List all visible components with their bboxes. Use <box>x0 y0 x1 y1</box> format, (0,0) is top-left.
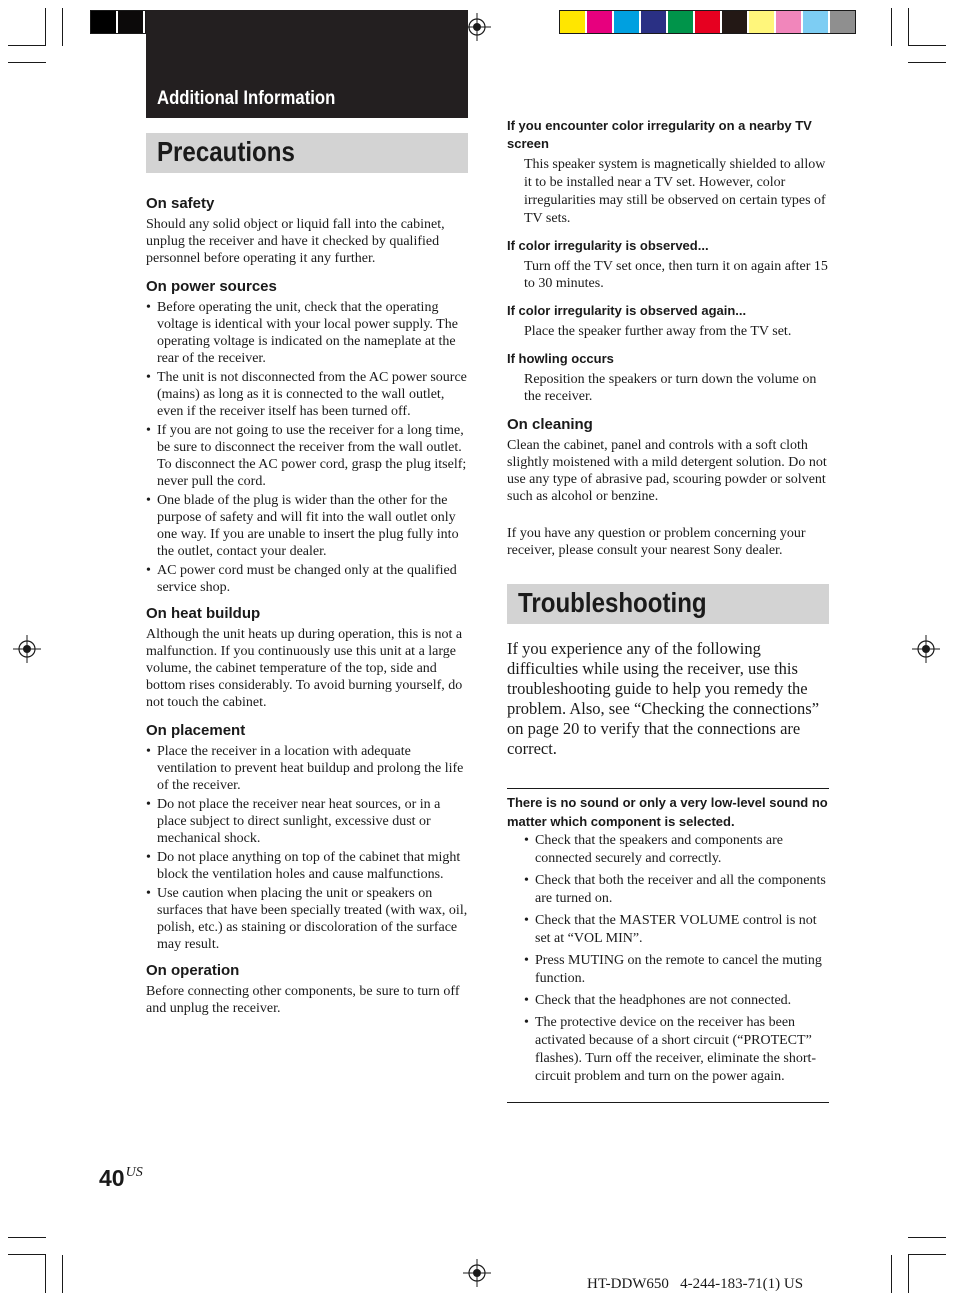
safety-text: Should any solid object or liquid fall into the cabinet, unplug the receiver and have it checked by qualified personnel before operating it any further. <box>146 217 445 266</box>
color-swatch <box>118 11 143 33</box>
crop-mark <box>8 1237 46 1238</box>
observed-again-text: Place the speaker further away from the TV set. <box>524 324 792 339</box>
problem-remedy-list <box>507 832 829 1086</box>
list-item: • Press MUTING on the remote to cancel the muting function. <box>507 952 829 988</box>
problem-block <box>507 793 829 1090</box>
list-item: • The protective device on the receiver has been activated because of a short circuit (“PROTECT” flashes). Turn off the receiver, eliminate the short-circuit problem and turn on the power again. <box>507 1014 829 1086</box>
list-item: • One blade of the plug is wider than the other for the purpose of safety and will fit into the wall outlet only one way. If you are unable to insert the plug fully into the outlet, contact your dealer. <box>146 492 468 560</box>
question-text: If you have any question or problem concerning your receiver, please consult your nearest Sony dealer. <box>507 526 806 558</box>
howling-text: Reposition the speakers or turn down the volume on the receiver. <box>524 372 817 404</box>
color-swatch <box>668 11 693 33</box>
troubleshooting-intro: If you experience any of the following difficulties while using the receiver, use this troubleshooting guide to help you remedy the problem. Also, see “Checking the connections” on page 20 to verify that the connections are correct. <box>507 639 820 758</box>
crop-mark <box>908 1255 909 1293</box>
precautions-right-column <box>507 117 829 559</box>
crop-mark <box>45 1255 46 1293</box>
list-item: • Use caution when placing the unit or speakers on surfaces that have been specially treated (with wax, oil, polish, etc.) as staining or discoloration of the surface may result. <box>146 885 468 953</box>
troubleshooting-title-bar <box>507 584 829 624</box>
color-swatch <box>803 11 828 33</box>
problem-heading: There is no sound or only a very low-level sound no matter which component is selected. <box>507 795 828 829</box>
color-swatch <box>560 11 585 33</box>
list-item: • Check that the headphones are not connected. <box>507 992 829 1010</box>
crop-mark <box>8 45 46 46</box>
observed-text: Turn off the TV set once, then turn it on again after 15 to 30 minutes. <box>524 259 828 291</box>
crop-mark <box>891 8 892 46</box>
page-number-suffix: US <box>125 1165 143 1180</box>
section-title: Additional Information <box>157 88 336 109</box>
registration-mark-icon <box>463 1259 491 1287</box>
process-color-bar <box>559 10 856 34</box>
color-swatch <box>722 11 747 33</box>
crop-mark <box>8 62 46 63</box>
problem-top-rule <box>507 788 829 789</box>
operation-heading: On operation <box>146 962 240 979</box>
crop-mark <box>62 1255 63 1293</box>
crop-mark <box>908 1254 946 1255</box>
color-swatch <box>91 11 116 33</box>
list-item: • Do not place anything on top of the cabinet that might block the ventilation holes and cause malfunctions. <box>146 849 468 883</box>
color-swatch <box>830 11 855 33</box>
color-swatch <box>614 11 639 33</box>
color-swatch <box>749 11 774 33</box>
placement-heading: On placement <box>146 722 246 739</box>
list-item: • Check that both the receiver and all the components are turned on. <box>507 872 829 908</box>
registration-mark-icon <box>13 635 41 663</box>
list-item: • Before operating the unit, check that the operating voltage is identical with your local power supply. The operating voltage is indicated on the nameplate at the rear of the receiver. <box>146 299 468 367</box>
list-item: • If you are not going to use the receiver for a long time, be sure to disconnect the receiver from the wall outlet. To disconnect the AC power cord, grasp the plug itself; never pull the cord. <box>146 422 468 490</box>
page-number-value: 40 <box>99 1165 125 1191</box>
list-item: • Place the receiver in a location with adequate ventilation to prevent heat buildup and prolong the life of the receiver. <box>146 743 468 794</box>
crop-mark <box>62 8 63 46</box>
safety-heading: On safety <box>146 195 215 212</box>
precautions-title: Precautions <box>157 136 295 167</box>
color-swatch <box>587 11 612 33</box>
crop-mark <box>908 8 909 46</box>
howling-heading: If howling occurs <box>507 351 614 366</box>
cleaning-text: Clean the cabinet, panel and controls with a soft cloth slightly moistened with a mild detergent solution. Do not use any type of abrasive pad, scouring powder or solvent such as alcohol or benzine. <box>507 438 827 504</box>
model-code: HT-DDW650 4-244-183-71(1) US <box>587 1276 804 1292</box>
color-irregularity-heading: If you encounter color irregularity on a nearby TV screen <box>507 118 812 151</box>
crop-mark <box>45 8 46 46</box>
registration-mark-icon <box>912 635 940 663</box>
precautions-title-bar <box>146 133 468 173</box>
troubleshooting-section <box>507 639 829 759</box>
list-item: • Check that the MASTER VOLUME control is not set at “VOL MIN”. <box>507 912 829 948</box>
page-number <box>99 1165 143 1192</box>
precautions-left-column <box>146 195 468 1017</box>
crop-mark <box>908 62 946 63</box>
crop-mark <box>891 1255 892 1293</box>
crop-mark <box>8 1254 46 1255</box>
color-swatch <box>641 11 666 33</box>
power-list <box>146 299 468 596</box>
crop-mark <box>908 45 946 46</box>
color-swatch <box>695 11 720 33</box>
color-irregularity-text: This speaker system is magnetically shielded to allow it to be installed near a TV set. However, color irregularities may still be observed on certain types of TV sets. <box>524 157 826 226</box>
section-header-band <box>146 10 468 118</box>
operation-text: Before connecting other components, be sure to turn off and unplug the receiver. <box>146 984 460 1016</box>
problem-bottom-rule <box>507 1102 829 1103</box>
heat-heading: On heat buildup <box>146 605 261 622</box>
color-swatch <box>776 11 801 33</box>
list-item: • AC power cord must be changed only at the qualified service shop. <box>146 562 468 596</box>
power-heading: On power sources <box>146 278 277 295</box>
cleaning-heading: On cleaning <box>507 416 593 433</box>
heat-text: Although the unit heats up during operation, this is not a malfunction. If you continuously use this unit at a large volume, the cabinet temperature of the top, side and bottom rises considerably. To avoid burning yourself, do not touch the cabinet. <box>146 627 463 710</box>
observed-again-heading: If color irregularity is observed again... <box>507 303 747 318</box>
crop-mark <box>908 1237 946 1238</box>
list-item: • Do not place the receiver near heat sources, or in a place subject to direct sunlight, excessive dust or mechanical shock. <box>146 796 468 847</box>
placement-list <box>146 743 468 953</box>
list-item: • Check that the speakers and components are connected securely and correctly. <box>507 832 829 868</box>
list-item: • The unit is not disconnected from the AC power source (mains) as long as it is connected to the wall outlet, even if the receiver itself has been turned off. <box>146 369 468 420</box>
observed-heading: If color irregularity is observed... <box>507 238 709 253</box>
troubleshooting-title: Troubleshooting <box>518 587 707 618</box>
